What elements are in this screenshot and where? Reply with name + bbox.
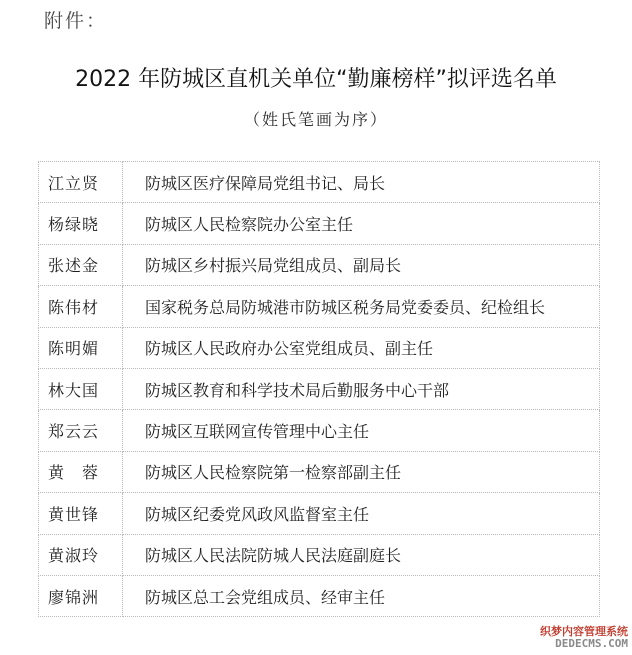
candidate-position: 防城区教育和科学技术局后勤服务中心干部 — [123, 368, 600, 409]
candidate-name: 郑云云 — [39, 410, 123, 451]
table-row — [39, 162, 600, 203]
candidate-name: 廖锦洲 — [39, 575, 123, 616]
candidate-position: 防城区总工会党组成员、经审主任 — [123, 575, 600, 616]
candidate-name: 张述金 — [39, 244, 123, 285]
candidate-name: 黄世锋 — [39, 493, 123, 534]
candidate-position: 防城区乡村振兴局党组成员、副局长 — [123, 244, 600, 285]
table-row — [39, 244, 600, 285]
table-row — [39, 410, 600, 451]
table-row — [39, 327, 600, 368]
candidate-position: 国家税务总局防城港市防城区税务局党委委员、纪检组长 — [123, 286, 600, 327]
table-row — [39, 493, 600, 534]
table-row — [39, 203, 600, 244]
candidate-position: 防城区人民检察院第一检察部副主任 — [123, 451, 600, 492]
candidate-name: 黄 蓉 — [39, 451, 123, 492]
table-row — [39, 534, 600, 575]
candidate-name: 江立贤 — [39, 162, 123, 203]
candidate-position: 防城区人民政府办公室党组成员、副主任 — [123, 327, 600, 368]
document-subtitle: （姓氏笔画为序） — [243, 110, 388, 129]
candidate-name: 黄淑玲 — [39, 534, 123, 575]
candidate-position: 防城区人民法院防城人民法庭副庭长 — [123, 534, 600, 575]
candidate-name: 陈明媚 — [39, 327, 123, 368]
attachment-label: 附件： — [44, 10, 108, 32]
candidate-position: 防城区人民检察院办公室主任 — [123, 203, 600, 244]
document-title: 2022 年防城区直机关单位“勤廉榜样”拟评选名单 — [75, 67, 557, 92]
candidate-name: 杨绿晓 — [39, 203, 123, 244]
watermark-text-cn: 织梦内容管理系统 — [540, 624, 628, 638]
table-row — [39, 575, 600, 616]
candidate-name: 林大国 — [39, 368, 123, 409]
table-row — [39, 286, 600, 327]
candidate-position: 防城区医疗保障局党组书记、局长 — [123, 162, 600, 203]
site-watermark — [540, 626, 628, 651]
candidate-position: 防城区纪委党风政风监督室主任 — [123, 493, 600, 534]
watermark-text-en: DEDECMS.COM — [555, 637, 628, 651]
table-row — [39, 368, 600, 409]
candidate-name: 陈伟材 — [39, 286, 123, 327]
candidate-position: 防城区互联网宣传管理中心主任 — [123, 410, 600, 451]
table-row — [39, 451, 600, 492]
candidate-table — [38, 161, 600, 617]
